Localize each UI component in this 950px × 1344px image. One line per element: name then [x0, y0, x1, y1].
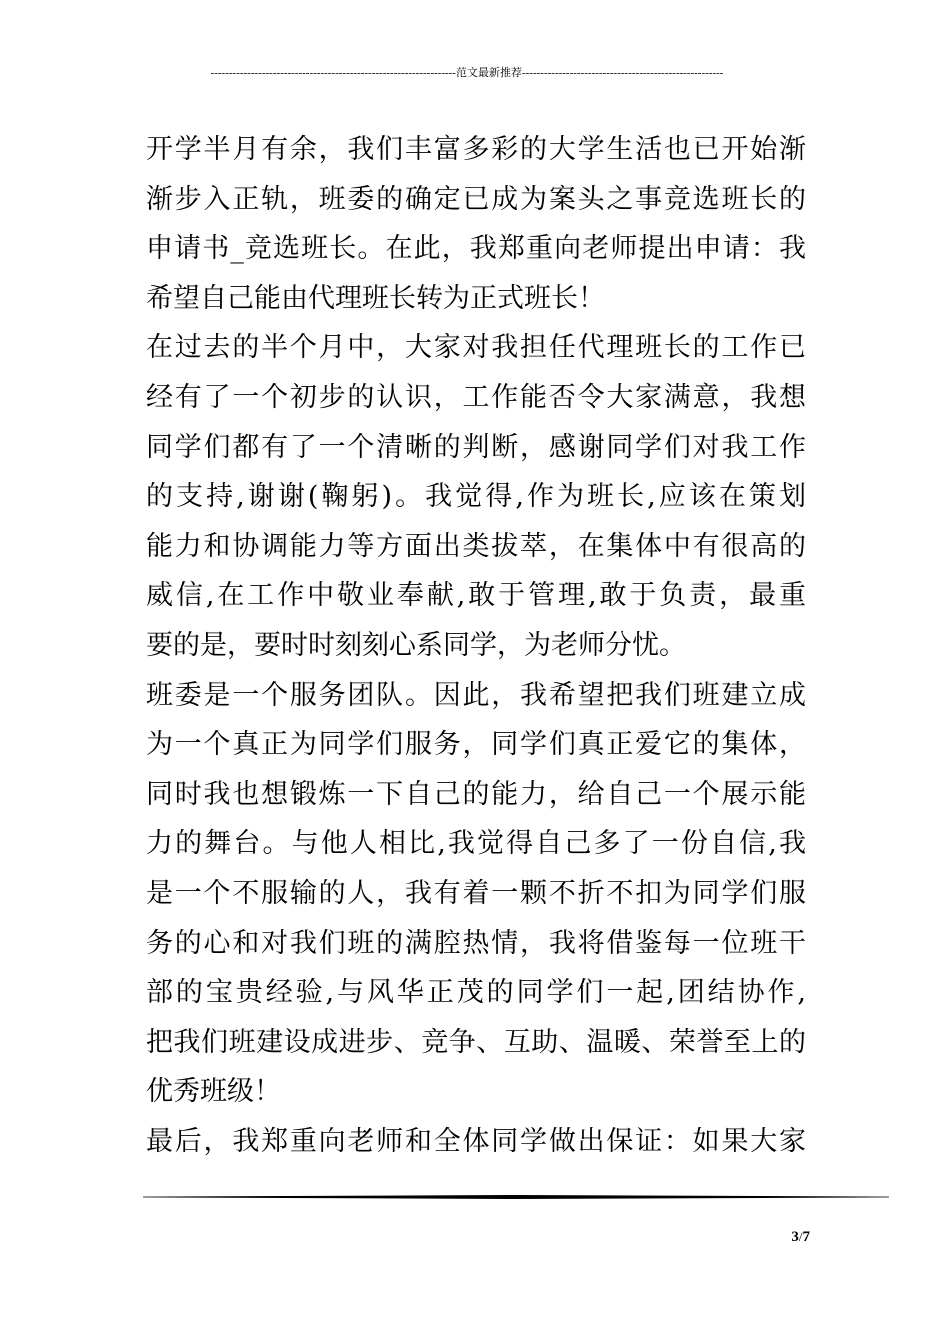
body-line: 同时我也想锻炼一下自己的能力，给自己一个展示能: [146, 778, 806, 810]
body-line: 在过去的半个月中，大家对我担任代理班长的工作已: [146, 332, 806, 364]
body-line: 要的是，要时时刻刻心系同学，为老师分忧。: [146, 629, 686, 661]
body-line: 渐步入正轨，班委的确定已成为案头之事竞选班长的: [146, 183, 806, 215]
body-line: 申请书_竞选班长。在此，我郑重向老师提出申请：我: [146, 233, 806, 265]
body-line: 的支持,谢谢(鞠躬)。我觉得,作为班长,应该在策划: [146, 481, 806, 513]
document-body: [146, 125, 806, 1166]
body-line: 开学半月有余，我们丰富多彩的大学生活也已开始渐: [146, 134, 806, 165]
body-line: 务的心和对我们班的满腔热情，我将借鉴每一位班干: [146, 927, 806, 959]
page-separator: /: [798, 1229, 803, 1244]
total-pages: 7: [802, 1229, 810, 1245]
body-line: 力的舞台。与他人相比,我觉得自己多了一份自信,我: [146, 828, 806, 860]
body-line: 希望自己能由代理班长转为正式班长！: [146, 282, 605, 314]
body-line: 部的宝贵经验,与风华正茂的同学们一起,团结协作,: [146, 977, 806, 1009]
body-line: 优秀班级！: [146, 1076, 281, 1108]
body-line: 经有了一个初步的认识，工作能否令大家满意，我想: [146, 381, 806, 413]
header-label: -------------------------------------------------------------------范文最新推荐-------------------------------------------------------: [210, 67, 724, 79]
body-line: 为一个真正为同学们服务，同学们真正爱它的集体，: [146, 729, 806, 761]
body-line: 最后，我郑重向老师和全体同学做出保证：如果大家: [146, 1125, 806, 1157]
current-page: 3: [791, 1229, 799, 1245]
body-line: 威信,在工作中敬业奉献,敢于管理,敢于负责，最重: [146, 580, 806, 612]
body-line: 把我们班建设成进步、竞争、互助、温暖、荣誉至上的: [146, 1026, 806, 1058]
body-line: 班委是一个服务团队。因此，我希望把我们班建立成: [146, 679, 806, 711]
body-line: 同学们都有了一个清晰的判断，感谢同学们对我工作: [146, 431, 806, 463]
body-line: 能力和协调能力等方面出类拔萃，在集体中有很高的: [146, 530, 806, 562]
page-header: [142, 66, 792, 80]
page-number: [760, 1228, 810, 1246]
footer-divider: [143, 1195, 889, 1199]
body-line: 是一个不服输的人，我有着一颗不折不扣为同学们服: [146, 877, 806, 909]
